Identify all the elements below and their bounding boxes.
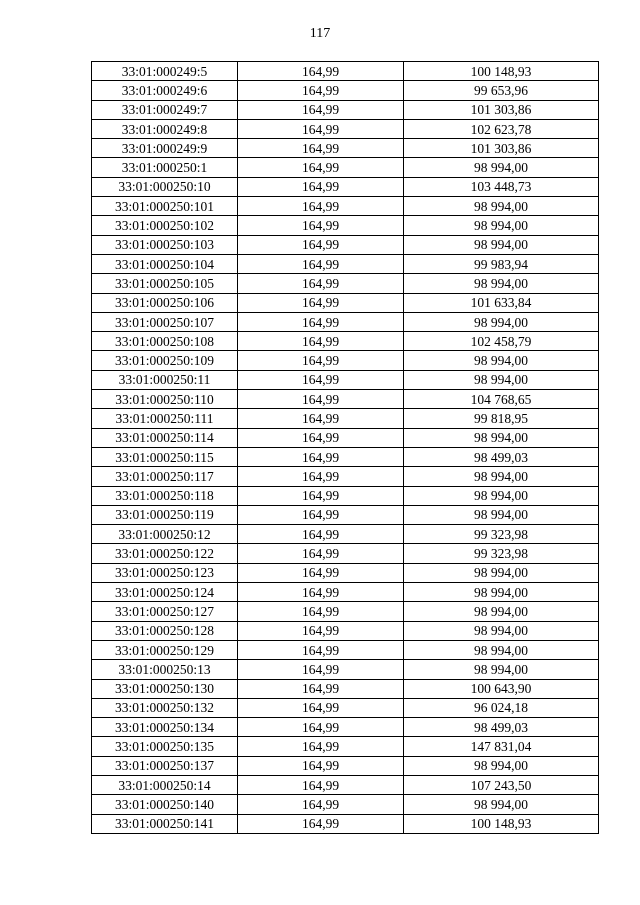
data-table [91, 61, 599, 834]
coefficient-cell: 164,99 [238, 216, 404, 235]
coefficient-cell: 164,99 [238, 428, 404, 447]
cadastral-number-cell: 33:01:000250:103 [92, 235, 238, 254]
table-row [92, 602, 599, 621]
cadastral-number-cell: 33:01:000250:118 [92, 486, 238, 505]
coefficient-cell: 164,99 [238, 486, 404, 505]
table-row [92, 679, 599, 698]
coefficient-cell: 164,99 [238, 602, 404, 621]
coefficient-cell: 164,99 [238, 814, 404, 833]
value-cell: 101 303,86 [404, 100, 599, 119]
cadastral-number-cell: 33:01:000250:135 [92, 737, 238, 756]
table-row [92, 216, 599, 235]
value-cell: 98 994,00 [404, 235, 599, 254]
cadastral-number-cell: 33:01:000250:101 [92, 197, 238, 216]
coefficient-cell: 164,99 [238, 139, 404, 158]
value-cell: 103 448,73 [404, 177, 599, 196]
table-row [92, 119, 599, 138]
table-row [92, 139, 599, 158]
table-row [92, 312, 599, 331]
value-cell: 107 243,50 [404, 775, 599, 794]
value-cell: 98 994,00 [404, 312, 599, 331]
value-cell: 100 643,90 [404, 679, 599, 698]
cadastral-number-cell: 33:01:000250:107 [92, 312, 238, 331]
coefficient-cell: 164,99 [238, 332, 404, 351]
table-row [92, 62, 599, 81]
value-cell: 98 994,00 [404, 660, 599, 679]
table-row [92, 737, 599, 756]
table-row [92, 293, 599, 312]
cadastral-number-cell: 33:01:000250:108 [92, 332, 238, 351]
coefficient-cell: 164,99 [238, 351, 404, 370]
table-row [92, 775, 599, 794]
table-row [92, 428, 599, 447]
value-cell: 98 994,00 [404, 621, 599, 640]
value-cell: 98 499,03 [404, 718, 599, 737]
coefficient-cell: 164,99 [238, 718, 404, 737]
cadastral-number-cell: 33:01:000250:117 [92, 467, 238, 486]
value-cell: 98 994,00 [404, 602, 599, 621]
value-cell: 98 994,00 [404, 351, 599, 370]
table-row [92, 332, 599, 351]
table-row [92, 390, 599, 409]
coefficient-cell: 164,99 [238, 756, 404, 775]
cadastral-number-cell: 33:01:000250:13 [92, 660, 238, 679]
coefficient-cell: 164,99 [238, 254, 404, 273]
value-cell: 99 323,98 [404, 544, 599, 563]
value-cell: 100 148,93 [404, 62, 599, 81]
value-cell: 98 994,00 [404, 467, 599, 486]
coefficient-cell: 164,99 [238, 505, 404, 524]
coefficient-cell: 164,99 [238, 447, 404, 466]
coefficient-cell: 164,99 [238, 544, 404, 563]
table-row [92, 660, 599, 679]
coefficient-cell: 164,99 [238, 775, 404, 794]
coefficient-cell: 164,99 [238, 312, 404, 331]
table-body [92, 62, 599, 834]
cadastral-number-cell: 33:01:000250:11 [92, 370, 238, 389]
value-cell: 98 499,03 [404, 447, 599, 466]
cadastral-number-cell: 33:01:000250:109 [92, 351, 238, 370]
table-row [92, 814, 599, 833]
value-cell: 99 818,95 [404, 409, 599, 428]
value-cell: 98 994,00 [404, 158, 599, 177]
cadastral-number-cell: 33:01:000250:140 [92, 795, 238, 814]
value-cell: 98 994,00 [404, 563, 599, 582]
table-row [92, 563, 599, 582]
value-cell: 99 323,98 [404, 525, 599, 544]
value-cell: 98 994,00 [404, 486, 599, 505]
table-row [92, 698, 599, 717]
table-row [92, 409, 599, 428]
table-row [92, 197, 599, 216]
cadastral-number-cell: 33:01:000250:110 [92, 390, 238, 409]
coefficient-cell: 164,99 [238, 409, 404, 428]
value-cell: 102 623,78 [404, 119, 599, 138]
value-cell: 98 994,00 [404, 795, 599, 814]
value-cell: 98 994,00 [404, 640, 599, 659]
value-cell: 98 994,00 [404, 583, 599, 602]
coefficient-cell: 164,99 [238, 563, 404, 582]
value-cell: 147 831,04 [404, 737, 599, 756]
cadastral-number-cell: 33:01:000250:104 [92, 254, 238, 273]
cadastral-number-cell: 33:01:000250:14 [92, 775, 238, 794]
table-row [92, 177, 599, 196]
coefficient-cell: 164,99 [238, 390, 404, 409]
coefficient-cell: 164,99 [238, 274, 404, 293]
table-row [92, 486, 599, 505]
value-cell: 98 994,00 [404, 274, 599, 293]
table-row [92, 756, 599, 775]
coefficient-cell: 164,99 [238, 640, 404, 659]
cadastral-number-cell: 33:01:000250:12 [92, 525, 238, 544]
table-row [92, 351, 599, 370]
value-cell: 98 994,00 [404, 370, 599, 389]
cadastral-number-cell: 33:01:000250:128 [92, 621, 238, 640]
cadastral-number-cell: 33:01:000250:119 [92, 505, 238, 524]
cadastral-number-cell: 33:01:000249:9 [92, 139, 238, 158]
coefficient-cell: 164,99 [238, 525, 404, 544]
table-row [92, 544, 599, 563]
cadastral-number-cell: 33:01:000250:1 [92, 158, 238, 177]
value-cell: 104 768,65 [404, 390, 599, 409]
cadastral-number-cell: 33:01:000250:122 [92, 544, 238, 563]
coefficient-cell: 164,99 [238, 100, 404, 119]
table-row [92, 718, 599, 737]
value-cell: 98 994,00 [404, 216, 599, 235]
table-row [92, 447, 599, 466]
value-cell: 99 983,94 [404, 254, 599, 273]
coefficient-cell: 164,99 [238, 81, 404, 100]
coefficient-cell: 164,99 [238, 370, 404, 389]
cadastral-number-cell: 33:01:000250:114 [92, 428, 238, 447]
coefficient-cell: 164,99 [238, 467, 404, 486]
coefficient-cell: 164,99 [238, 698, 404, 717]
value-cell: 98 994,00 [404, 428, 599, 447]
table-row [92, 235, 599, 254]
coefficient-cell: 164,99 [238, 737, 404, 756]
table-row [92, 525, 599, 544]
cadastral-number-cell: 33:01:000250:102 [92, 216, 238, 235]
cadastral-number-cell: 33:01:000250:111 [92, 409, 238, 428]
coefficient-cell: 164,99 [238, 795, 404, 814]
table-row [92, 158, 599, 177]
cadastral-number-cell: 33:01:000250:132 [92, 698, 238, 717]
table-row [92, 621, 599, 640]
table-row [92, 795, 599, 814]
cadastral-number-cell: 33:01:000250:106 [92, 293, 238, 312]
coefficient-cell: 164,99 [238, 177, 404, 196]
cadastral-number-cell: 33:01:000250:130 [92, 679, 238, 698]
value-cell: 102 458,79 [404, 332, 599, 351]
table-row [92, 505, 599, 524]
coefficient-cell: 164,99 [238, 660, 404, 679]
table-row [92, 81, 599, 100]
cadastral-number-cell: 33:01:000249:7 [92, 100, 238, 119]
cadastral-number-cell: 33:01:000250:105 [92, 274, 238, 293]
table-row [92, 274, 599, 293]
value-cell: 98 994,00 [404, 505, 599, 524]
table-row [92, 583, 599, 602]
cadastral-number-cell: 33:01:000250:129 [92, 640, 238, 659]
coefficient-cell: 164,99 [238, 119, 404, 138]
value-cell: 98 994,00 [404, 197, 599, 216]
table-row [92, 640, 599, 659]
cadastral-number-cell: 33:01:000249:8 [92, 119, 238, 138]
cadastral-number-cell: 33:01:000250:137 [92, 756, 238, 775]
value-cell: 98 994,00 [404, 756, 599, 775]
cadastral-number-cell: 33:01:000250:10 [92, 177, 238, 196]
cadastral-number-cell: 33:01:000250:134 [92, 718, 238, 737]
table-row [92, 467, 599, 486]
cadastral-number-cell: 33:01:000249:5 [92, 62, 238, 81]
page-number: 117 [309, 26, 331, 41]
coefficient-cell: 164,99 [238, 235, 404, 254]
value-cell: 96 024,18 [404, 698, 599, 717]
cadastral-number-cell: 33:01:000250:124 [92, 583, 238, 602]
value-cell: 101 633,84 [404, 293, 599, 312]
coefficient-cell: 164,99 [238, 158, 404, 177]
value-cell: 100 148,93 [404, 814, 599, 833]
coefficient-cell: 164,99 [238, 679, 404, 698]
coefficient-cell: 164,99 [238, 583, 404, 602]
coefficient-cell: 164,99 [238, 621, 404, 640]
cadastral-number-cell: 33:01:000250:115 [92, 447, 238, 466]
table-row [92, 254, 599, 273]
coefficient-cell: 164,99 [238, 197, 404, 216]
coefficient-cell: 164,99 [238, 293, 404, 312]
cadastral-number-cell: 33:01:000250:127 [92, 602, 238, 621]
cadastral-number-cell: 33:01:000250:123 [92, 563, 238, 582]
cadastral-number-cell: 33:01:000249:6 [92, 81, 238, 100]
cadastral-number-cell: 33:01:000250:141 [92, 814, 238, 833]
value-cell: 99 653,96 [404, 81, 599, 100]
table-row [92, 370, 599, 389]
coefficient-cell: 164,99 [238, 62, 404, 81]
value-cell: 101 303,86 [404, 139, 599, 158]
table-row [92, 100, 599, 119]
